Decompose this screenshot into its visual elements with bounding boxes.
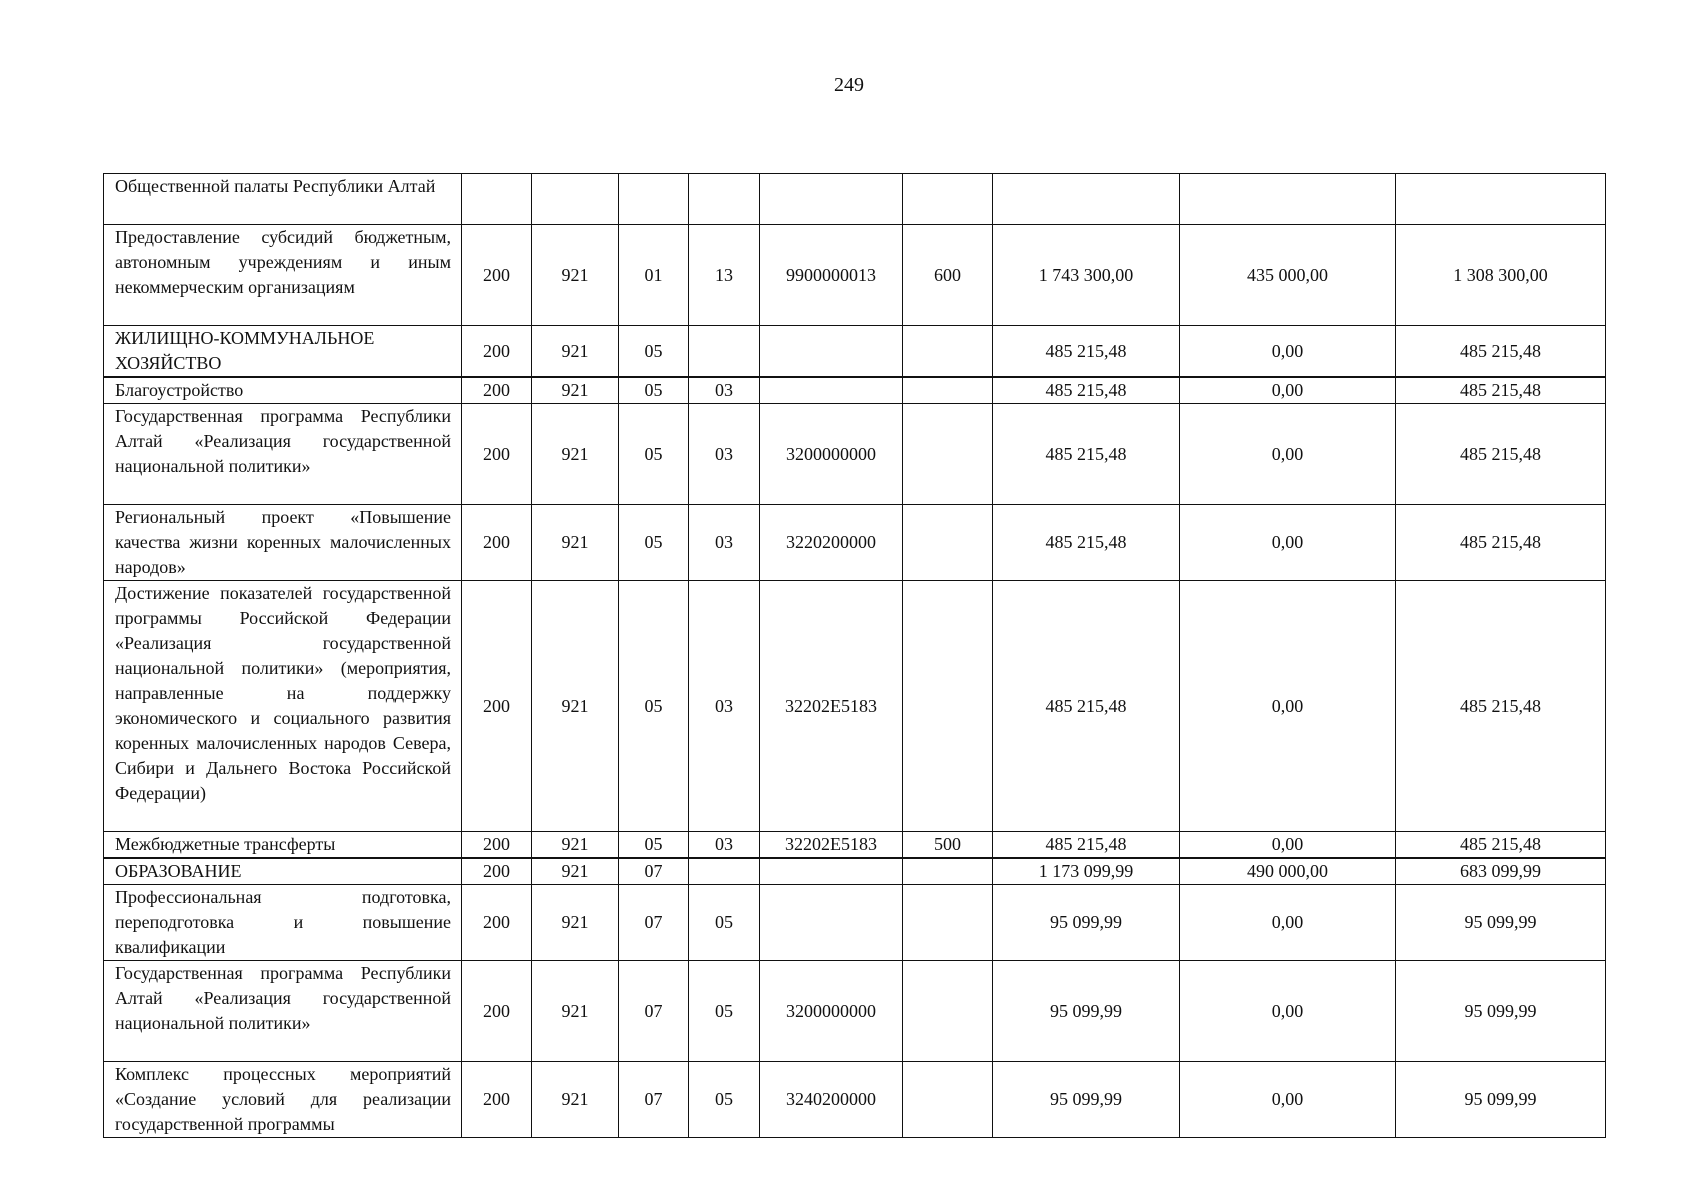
cell-code-6	[903, 326, 993, 378]
budget-table	[103, 173, 1606, 1138]
cell-code-3: 01	[619, 225, 689, 326]
cell-code-5	[760, 326, 903, 378]
cell-code-2: 921	[532, 961, 619, 1062]
cell-code-2: 921	[532, 377, 619, 404]
table-row	[104, 377, 1606, 404]
cell-value-2: 490 000,00	[1180, 858, 1396, 885]
cell-code-1: 200	[462, 225, 532, 326]
cell-code-1: 200	[462, 581, 532, 832]
cell-code-4: 03	[689, 581, 760, 832]
cell-value-3	[1396, 174, 1606, 225]
cell-value-2: 0,00	[1180, 885, 1396, 961]
cell-value-1	[993, 174, 1180, 225]
cell-code-6	[903, 885, 993, 961]
cell-code-4: 05	[689, 1062, 760, 1138]
cell-code-2: 921	[532, 326, 619, 378]
cell-code-3: 05	[619, 581, 689, 832]
cell-code-5: 9900000013	[760, 225, 903, 326]
cell-code-6	[903, 377, 993, 404]
cell-code-3: 05	[619, 377, 689, 404]
cell-code-1: 200	[462, 404, 532, 505]
table-row	[104, 1062, 1606, 1138]
table-row	[104, 505, 1606, 581]
cell-value-3: 683 099,99	[1396, 858, 1606, 885]
row-name: Региональный проект «Повышение качества жизни коренных малочисленных народов»	[104, 505, 462, 581]
cell-value-3: 1 308 300,00	[1396, 225, 1606, 326]
cell-code-4: 13	[689, 225, 760, 326]
cell-code-6	[903, 961, 993, 1062]
cell-code-6: 500	[903, 832, 993, 859]
cell-code-6	[903, 174, 993, 225]
row-name: ОБРАЗОВАНИЕ	[104, 858, 462, 885]
cell-value-1: 485 215,48	[993, 581, 1180, 832]
row-name: ЖИЛИЩНО-КОММУНАЛЬНОЕ ХОЗЯЙСТВО	[104, 326, 462, 378]
cell-value-2: 0,00	[1180, 326, 1396, 378]
cell-code-2: 921	[532, 581, 619, 832]
cell-code-1: 200	[462, 832, 532, 859]
cell-code-4	[689, 326, 760, 378]
cell-value-1: 95 099,99	[993, 961, 1180, 1062]
cell-value-2: 0,00	[1180, 961, 1396, 1062]
cell-value-3: 485 215,48	[1396, 581, 1606, 832]
cell-code-5: 3200000000	[760, 961, 903, 1062]
cell-code-1: 200	[462, 505, 532, 581]
cell-value-1: 1 743 300,00	[993, 225, 1180, 326]
table-row	[104, 832, 1606, 859]
page-number: 249	[834, 74, 864, 96]
cell-code-3	[619, 174, 689, 225]
cell-value-3: 485 215,48	[1396, 505, 1606, 581]
cell-value-3: 485 215,48	[1396, 377, 1606, 404]
table-row	[104, 174, 1606, 225]
cell-value-2: 0,00	[1180, 832, 1396, 859]
cell-code-3: 07	[619, 1062, 689, 1138]
row-name: Благоустройство	[104, 377, 462, 404]
cell-code-6: 600	[903, 225, 993, 326]
cell-code-2: 921	[532, 225, 619, 326]
cell-code-4	[689, 858, 760, 885]
cell-code-2: 921	[532, 832, 619, 859]
cell-value-3: 485 215,48	[1396, 404, 1606, 505]
row-name: Предоставление субсидий бюджетным, автономным учреждениям и иным некоммерческим организациям	[104, 225, 462, 326]
cell-code-5	[760, 885, 903, 961]
cell-code-3: 05	[619, 404, 689, 505]
cell-value-3: 95 099,99	[1396, 885, 1606, 961]
cell-code-5: 3200000000	[760, 404, 903, 505]
cell-code-5: 3240200000	[760, 1062, 903, 1138]
cell-code-6	[903, 1062, 993, 1138]
cell-code-6	[903, 858, 993, 885]
table-row	[104, 404, 1606, 505]
cell-code-4	[689, 174, 760, 225]
cell-value-1: 485 215,48	[993, 377, 1180, 404]
cell-value-2: 0,00	[1180, 404, 1396, 505]
row-name: Профессиональная подготовка, переподготовка и повышение квалификации	[104, 885, 462, 961]
cell-code-4: 03	[689, 377, 760, 404]
cell-code-2: 921	[532, 1062, 619, 1138]
cell-code-4: 05	[689, 961, 760, 1062]
cell-code-3: 05	[619, 832, 689, 859]
cell-code-6	[903, 505, 993, 581]
cell-code-5: 3220200000	[760, 505, 903, 581]
cell-value-1: 1 173 099,99	[993, 858, 1180, 885]
cell-code-1: 200	[462, 858, 532, 885]
cell-value-1: 485 215,48	[993, 404, 1180, 505]
cell-code-4: 03	[689, 404, 760, 505]
cell-code-2	[532, 174, 619, 225]
cell-code-4: 03	[689, 505, 760, 581]
cell-code-6	[903, 581, 993, 832]
cell-value-3: 485 215,48	[1396, 832, 1606, 859]
cell-value-1: 485 215,48	[993, 505, 1180, 581]
cell-code-5	[760, 858, 903, 885]
cell-code-3: 07	[619, 885, 689, 961]
cell-code-3: 07	[619, 858, 689, 885]
cell-code-1: 200	[462, 961, 532, 1062]
cell-code-1	[462, 174, 532, 225]
cell-code-3: 07	[619, 961, 689, 1062]
cell-value-2: 435 000,00	[1180, 225, 1396, 326]
cell-code-3: 05	[619, 326, 689, 378]
table-row	[104, 885, 1606, 961]
cell-value-2: 0,00	[1180, 377, 1396, 404]
cell-code-2: 921	[532, 505, 619, 581]
row-name: Межбюджетные трансферты	[104, 832, 462, 859]
cell-value-2: 0,00	[1180, 1062, 1396, 1138]
cell-code-2: 921	[532, 885, 619, 961]
row-name: Достижение показателей государственной программы Российской Федерации «Реализация государственной национальной политики» (мероприятия, направленные на поддержку экономического и социального развития коренных малочисленных народов Севера, Сибири и Дальнего Востока Российской Федерации)	[104, 581, 462, 832]
cell-value-3: 95 099,99	[1396, 1062, 1606, 1138]
table-row	[104, 858, 1606, 885]
cell-code-1: 200	[462, 885, 532, 961]
cell-code-4: 05	[689, 885, 760, 961]
cell-value-2: 0,00	[1180, 505, 1396, 581]
row-name: Комплекс процессных мероприятий «Создание условий для реализации государственной программы	[104, 1062, 462, 1138]
table-row	[104, 326, 1606, 378]
cell-code-2: 921	[532, 858, 619, 885]
table-row	[104, 961, 1606, 1062]
table-row	[104, 225, 1606, 326]
cell-code-4: 03	[689, 832, 760, 859]
cell-code-1: 200	[462, 326, 532, 378]
cell-code-5	[760, 377, 903, 404]
row-name: Государственная программа Республики Алтай «Реализация государственной национальной политики»	[104, 961, 462, 1062]
cell-value-1: 95 099,99	[993, 1062, 1180, 1138]
cell-code-3: 05	[619, 505, 689, 581]
table-row	[104, 581, 1606, 832]
cell-value-3: 95 099,99	[1396, 961, 1606, 1062]
cell-value-2: 0,00	[1180, 581, 1396, 832]
row-name: Государственная программа Республики Алтай «Реализация государственной национальной политики»	[104, 404, 462, 505]
cell-code-1: 200	[462, 377, 532, 404]
row-name: Общественной палаты Республики Алтай	[104, 174, 462, 225]
cell-code-5: 32202E5183	[760, 581, 903, 832]
cell-code-6	[903, 404, 993, 505]
cell-value-1: 485 215,48	[993, 326, 1180, 378]
cell-code-2: 921	[532, 404, 619, 505]
cell-code-5	[760, 174, 903, 225]
cell-value-1: 485 215,48	[993, 832, 1180, 859]
cell-code-5: 32202E5183	[760, 832, 903, 859]
cell-value-2	[1180, 174, 1396, 225]
cell-code-1: 200	[462, 1062, 532, 1138]
cell-value-3: 485 215,48	[1396, 326, 1606, 378]
cell-value-1: 95 099,99	[993, 885, 1180, 961]
